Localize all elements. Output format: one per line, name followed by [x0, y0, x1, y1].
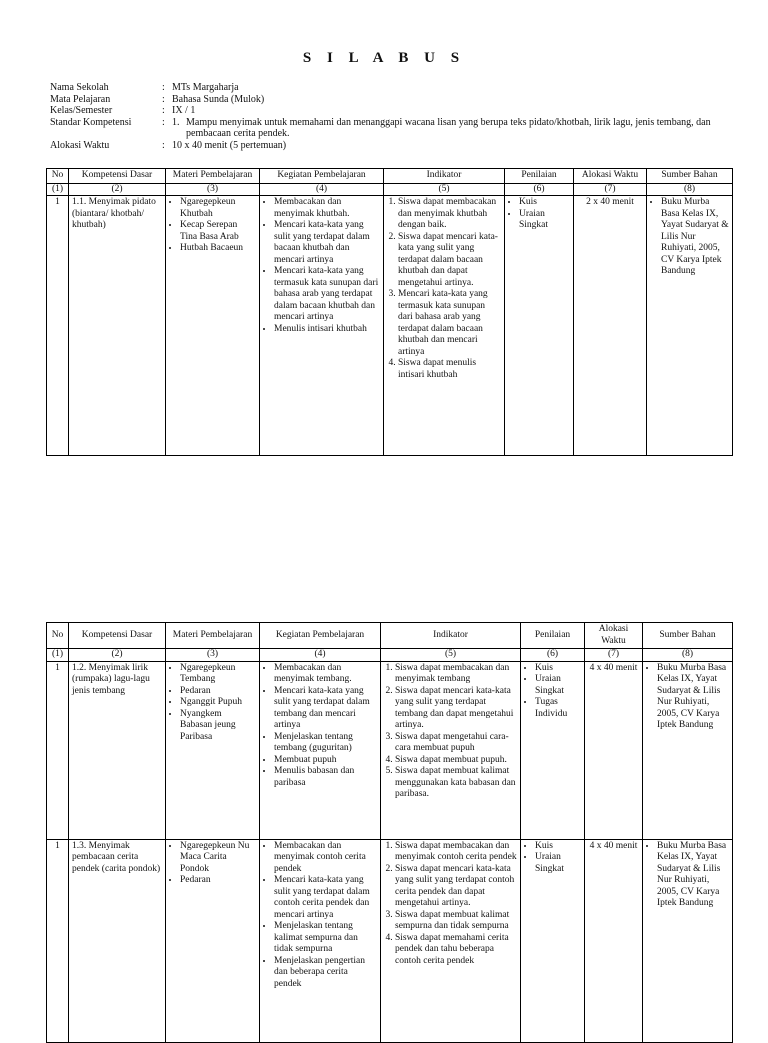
list-item: • Ngaregepkeun Tembang [180, 663, 256, 686]
header-penilaian: Penilaian [521, 623, 585, 649]
list-item: 1. Siswa dapat membacakan dan menyimak khutbah dengan baik. [398, 197, 501, 232]
row-no: 1 [47, 661, 69, 839]
list-item: 1. Siswa dapat membacakan dan menyimak tembang [395, 663, 517, 686]
meta-value: Bahasa Sunda (Mulok) [172, 93, 265, 105]
materi-list [169, 197, 256, 255]
meta-value: MTs Margaharja [172, 82, 239, 93]
list-item: • Membacakan dan menyimak contoh cerita pendek [274, 841, 377, 876]
meta-value: IX / 1 [172, 105, 196, 116]
header-alokasi: Alokasi Waktu [585, 623, 643, 649]
list-item: 4. Siswa dapat membuat pupuh. [395, 755, 517, 767]
list-item: • Menjelaskan pengertian dan beberapa cerita pendek [274, 956, 377, 991]
meta-class: Kelas/Semester : IX / 1 [50, 105, 740, 117]
list-item: • Menjelaskan tentang kalimat sempurna dan tidak sempurna [274, 921, 377, 956]
header-kd: Kompetensi Dasar [69, 169, 166, 184]
meta-label: Alokasi Waktu [50, 139, 110, 151]
list-item: • Kuis [519, 197, 570, 209]
list-item: • Nyangkem Babasan jeung Paribasa [180, 709, 256, 744]
list-item: 5. Siswa dapat membuat kalimat menggunakan kata babasan dan paribasa. [395, 766, 517, 801]
meta-subject: Mata Pelajaran : Bahasa Sunda (Mulok) [50, 94, 740, 106]
list-item: • Membuat pupuh [274, 755, 377, 767]
document-meta [50, 82, 740, 151]
meta-label: Kelas/Semester [50, 105, 113, 116]
table-row [47, 196, 733, 456]
header-kd: Kompetensi Dasar [69, 623, 166, 649]
row-kd: 1.3. Menyimak pembacaan cerita pendek (carita pondok) [69, 839, 166, 1042]
meta-school: Nama Sekolah : MTs Margaharja [50, 82, 740, 94]
sumber-list [646, 841, 729, 910]
materi-list [169, 663, 256, 744]
list-item: • Mencari kata-kata yang sulit yang terdapat dalam contoh cerita pendek dan mencari artinya [274, 875, 377, 921]
meta-value: 10 x 40 menit (5 pertemuan) [172, 139, 287, 151]
header-sumber: Sumber Bahan [643, 623, 733, 649]
list-item: • Mencari kata-kata yang sulit yang terdapat dalam bacaan khutbah dan mencari artinya [274, 220, 380, 266]
header-indikator: Indikator [384, 169, 505, 184]
list-item: • Uraian Singkat [535, 674, 581, 697]
header-row [47, 169, 733, 184]
list-item: • Hutbah Bacaeun [180, 243, 256, 255]
meta-label: Nama Sekolah [50, 82, 109, 93]
indikator-list [384, 841, 517, 968]
table-row [47, 839, 733, 1042]
penilaian-list [524, 841, 581, 876]
list-item: • Ngaregepkeun Khutbah [180, 197, 256, 220]
list-item: • Nganggit Pupuh [180, 697, 256, 709]
header-kegiatan: Kegiatan Pembelajaran [260, 169, 384, 184]
header-materi: Materi Pembelajaran [166, 169, 260, 184]
list-item: • Ngaregepkeun Nu Maca Carita Pondok [180, 841, 256, 876]
meta-time: Alokasi Waktu : 10 x 40 menit (5 pertemuan) [50, 140, 740, 152]
list-item: • Mencari kata-kata yang sulit yang terdapat dalam tembang dan mencari artinya [274, 686, 377, 732]
list-item: • Mencari kata-kata yang termasuk kata sunupan dari bahasa arab yang terdapat dalam bacaan khutbah dan mencari artinya [274, 266, 380, 324]
penilaian-list [524, 663, 581, 721]
list-item: 4. Siswa dapat menulis intisari khutbah [398, 358, 501, 381]
kegiatan-list [263, 197, 380, 335]
list-item: • Membacakan dan menyimak tembang. [274, 663, 377, 686]
list-item: 2. Siswa dapat mencari kata-kata yang sulit yang terdapat dalam bacaan khutbah dan dapat mengetahui artinya. [398, 232, 501, 290]
row-no: 1 [47, 839, 69, 1042]
header-penilaian: Penilaian [505, 169, 574, 184]
list-item: 3. Siswa dapat mengetahui cara-cara membuat pupuh [395, 732, 517, 755]
list-item: • Pedaran [180, 686, 256, 698]
row-kd: 1.2. Menyimak lirik (rumpaka) lagu-lagu jenis tembang [69, 661, 166, 839]
number-row: (1) (2) (3) (4) (5) (6) (7) (8) [47, 649, 733, 662]
syllabus-table-2 [46, 622, 733, 1043]
row-alokasi: 4 x 40 menit [585, 839, 643, 1042]
list-item: • Kuis [535, 841, 581, 853]
list-item: • Kecap Serepan Tina Basa Arab [180, 220, 256, 243]
syllabus-table-1 [46, 168, 733, 456]
list-item: • Menulis babasan dan paribasa [274, 766, 377, 789]
penilaian-list [508, 197, 570, 232]
header-row [47, 623, 733, 649]
row-alokasi: 2 x 40 menit [574, 196, 647, 456]
list-item: • Menjelaskan tentang tembang (guguritan) [274, 732, 377, 755]
list-item: 3. Mencari kata-kata yang termasuk kata sunupan dari bahasa arab yang terdapat dalam bacaan khutbah dan mencari artinya [398, 289, 501, 358]
meta-number: 1. [172, 116, 180, 128]
list-item: • Kuis [535, 663, 581, 675]
row-kd: 1.1. Menyimak pidato (biantara/ khotbah/ khutbah) [69, 196, 166, 456]
indikator-list [387, 197, 501, 381]
table-row [47, 661, 733, 839]
header-sumber: Sumber Bahan [647, 169, 733, 184]
list-item: • Buku Murba Basa Kelas IX, Yayat Sudaryat & Lilis Nur Ruhiyati, 2005, CV Karya Iptek Bandung [657, 663, 729, 732]
list-item: • Uraian Singkat [519, 209, 570, 232]
list-item: 1. Siswa dapat membacakan dan menyimak contoh cerita pendek [395, 841, 517, 864]
materi-list [169, 841, 256, 887]
header-no: No [47, 169, 69, 184]
list-item: • Tugas Individu [535, 697, 581, 720]
header-indikator: Indikator [381, 623, 521, 649]
list-item: • Uraian Singkat [535, 852, 581, 875]
meta-standard: Standar Kompetensi : 1. Mampu menyimak untuk memahami dan menanggapi wacana lisan yang berupa teks pidato/khotbah, lirik lagu, jenis tembang, dan pembacaan cerita pendek. [50, 117, 740, 140]
meta-label: Standar Kompetensi [50, 116, 132, 128]
indikator-list [384, 663, 517, 801]
list-item: • Membacakan dan menyimak khutbah. [274, 197, 380, 220]
list-item: • Pedaran [180, 875, 256, 887]
list-item: • Buku Murba Basa Kelas IX, Yayat Sudaryat & Lilis Nur Ruhiyati, 2005, CV Karya Iptek Bandung [657, 841, 729, 910]
list-item: 3. Siswa dapat membuat kalimat sempurna dan tidak sempurna [395, 910, 517, 933]
list-item: 4. Siswa dapat memahami cerita pendek dan tahu beberapa contoh cerita pendek [395, 933, 517, 968]
page-title: S I L A B U S [302, 50, 466, 66]
header-alokasi: Alokasi Waktu [574, 169, 647, 184]
meta-value: Mampu menyimak untuk memahami dan menanggapi wacana lisan yang berupa teks pidato/khotbah, lirik lagu, jenis tembang, dan pembacaan cerita pendek. [186, 116, 711, 139]
kegiatan-list [263, 663, 377, 790]
meta-label: Mata Pelajaran [50, 93, 111, 105]
list-item: • Menulis intisari khutbah [274, 324, 380, 336]
sumber-list [646, 663, 729, 732]
list-item: 2. Siswa dapat mencari kata-kata yang sulit yang terdapat contoh cerita pendek dan dapat mengetahui artinya. [395, 864, 517, 910]
header-no: No [47, 623, 69, 649]
row-no: 1 [47, 196, 69, 456]
number-row: (1) (2) (3) (4) (5) (6) (7) (8) [47, 183, 733, 196]
header-kegiatan: Kegiatan Pembelajaran [260, 623, 381, 649]
kegiatan-list [263, 841, 377, 991]
header-materi: Materi Pembelajaran [166, 623, 260, 649]
sumber-list [650, 197, 729, 278]
list-item: 2. Siswa dapat mencari kata-kata yang sulit yang terdapat tembang dan dapat mengetahui artinya. [395, 686, 517, 732]
list-item: • Buku Murba Basa Kelas IX, Yayat Sudaryat & Lilis Nur Ruhiyati, 2005, CV Karya Iptek Bandung [661, 197, 729, 278]
row-alokasi: 4 x 40 menit [585, 661, 643, 839]
